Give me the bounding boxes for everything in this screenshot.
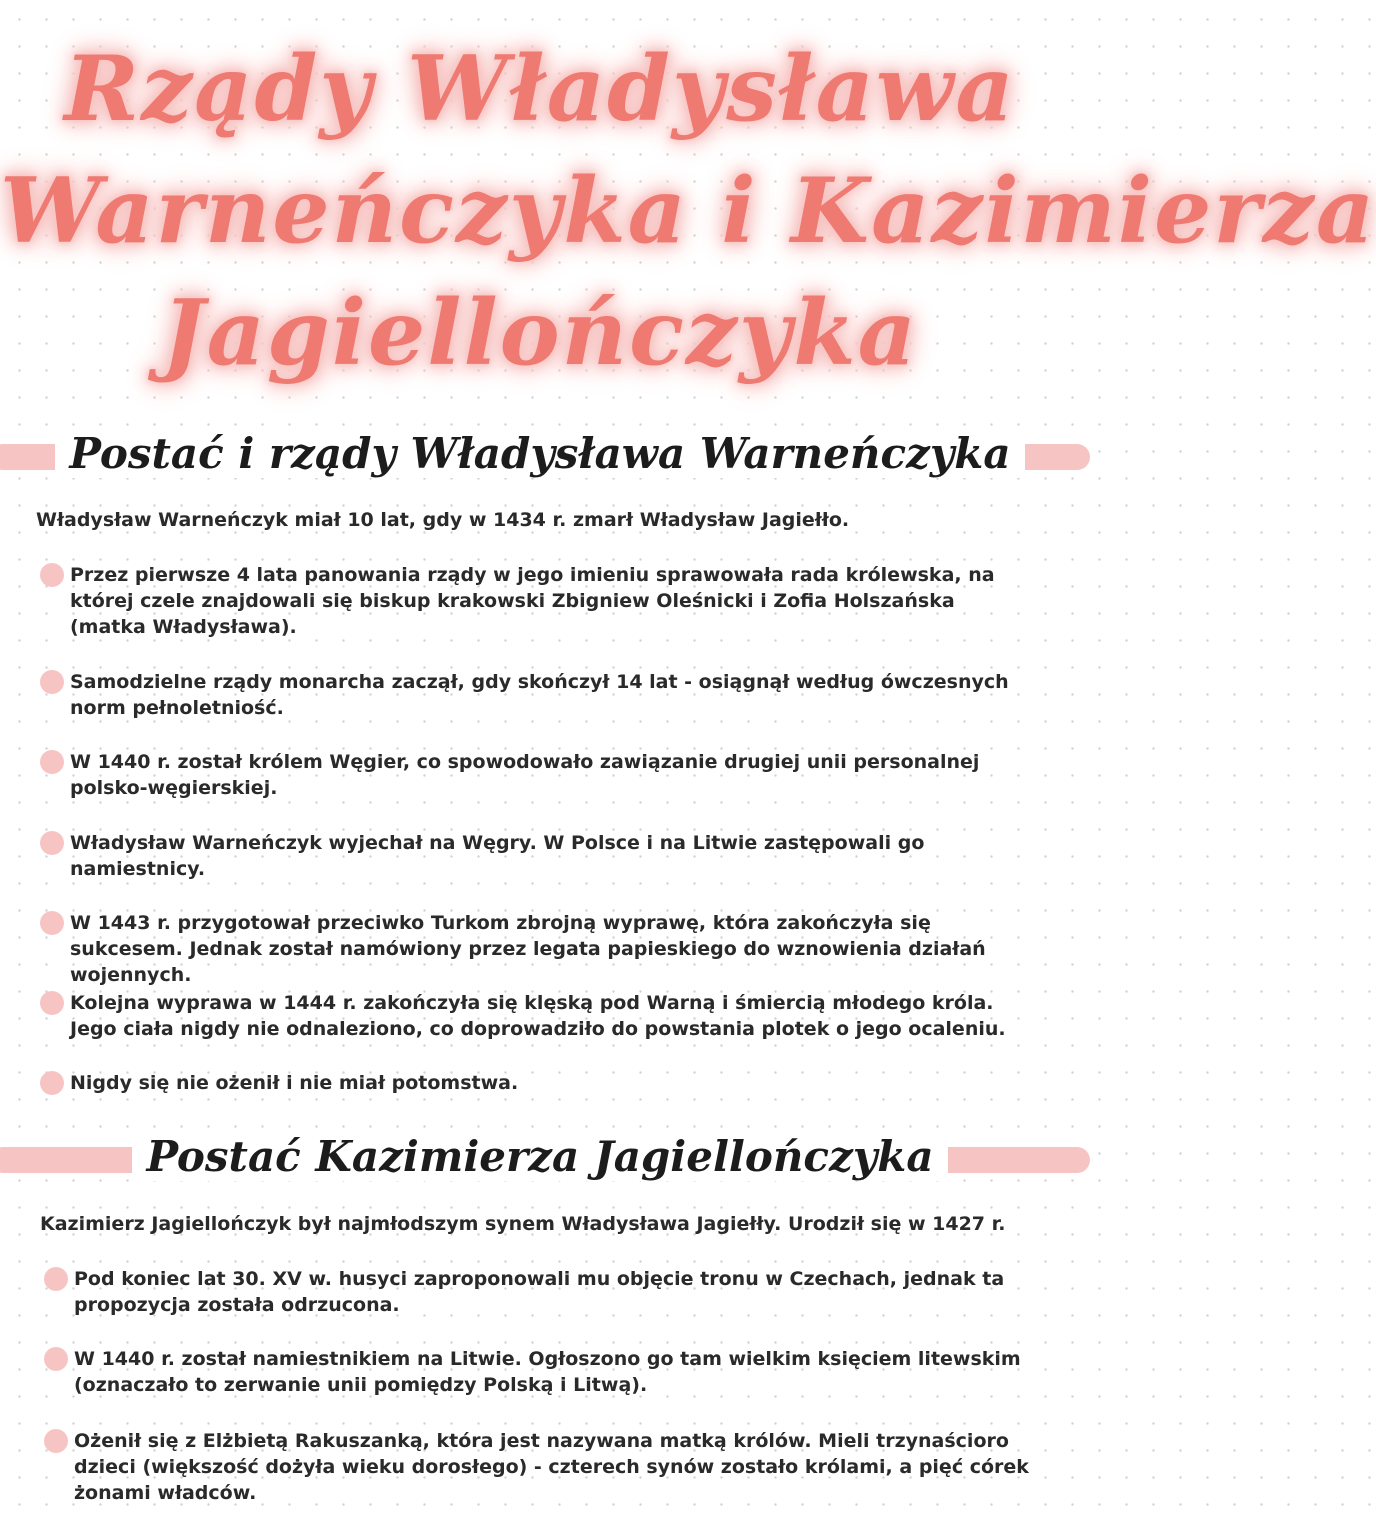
list-item-text: Władysław Warneńczyk wyjechał na Węgry. W Polsce i na Litwie zastępowali go namiestnicy. (70, 832, 925, 880)
list-item-text: Samodzielne rządy monarcha zaczął, gdy skończył 14 lat - osiągnął według ówczesnych norm pełnoletniość. (70, 671, 1009, 719)
list-item (40, 1070, 1030, 1096)
list-item-text: W 1440 r. został namiestnikiem na Litwie. Ogłoszono go tam wielkim księciem litewskim (oznaczało to zerwanie unii pomiędzy Polską i Litwą). (74, 1348, 1021, 1396)
list-item (40, 562, 1030, 640)
bullet-dot-icon (44, 1267, 68, 1291)
bullet-dot-icon (44, 1429, 68, 1453)
list-item-text: W 1443 r. przygotował przeciwko Turkom zbrojną wyprawę, która zakończyła się sukcesem. Jednak został namówiony przez legata papieskiego do wznowienia działań wojennych. (70, 912, 986, 986)
list-item (44, 1266, 1034, 1318)
bullet-dot-icon (40, 670, 64, 694)
list-item-text: Kolejna wyprawa w 1444 r. zakończyła się klęską pod Warną i śmiercią młodego króla. Jego ciała nigdy nie odnaleziono, co doprowadziło do powstania plotek o jego ocaleniu. (70, 992, 1006, 1040)
list-item (40, 910, 1030, 988)
list-item-text: W 1440 r. został królem Węgier, co spowodowało zawiązanie drugiej unii personalnej polsko-węgierskiej. (70, 751, 980, 799)
list-item (44, 1428, 1034, 1506)
list-item-text: Ożenił się z Elżbietą Rakuszanką, która jest nazywana matką królów. Mieli trzynaścioro dzieci (większość dożyła wieku dorosłego) - czterech synów zostało królami, a pięć córek żonami władców. (74, 1430, 1029, 1504)
list-item (40, 669, 1030, 721)
bullet-dot-icon (40, 991, 64, 1015)
title-line-1: Rządy Władysława (64, 36, 1016, 142)
bullet-dot-icon (40, 831, 64, 855)
title-line-2: Warneńczyka i Kazimierza (0, 158, 1376, 264)
bullet-dot-icon (40, 1071, 64, 1095)
section-title: Postać Kazimierza Jagiellończyka (0, 1127, 1080, 1187)
bullet-dot-icon (40, 911, 64, 935)
list-item (44, 1346, 1034, 1398)
list-item (40, 830, 1030, 882)
page-title (0, 28, 1376, 394)
bullet-dot-icon (40, 750, 64, 774)
list-item-text: Przez pierwsze 4 lata panowania rządy w jego imieniu sprawowała rada królewska, na której czele znajdowali się biskup krakowski Zbigniew Oleśnicki i Zofia Holszańska (matka Władysława). (70, 564, 995, 638)
section-heading-warnenczyk (0, 424, 1080, 484)
list-item (40, 990, 1030, 1042)
bullet-dot-icon (40, 563, 64, 587)
list-item-text: Pod koniec lat 30. XV w. husyci zaproponowali mu objęcie tronu w Czechach, jednak ta propozycja została odrzucona. (74, 1268, 1005, 1316)
section-heading-jagiellonczyk (0, 1127, 1080, 1187)
section-intro: Kazimierz Jagiellończyk był najmłodszym synem Władysława Jagiełły. Urodził się w 1427 r. (40, 1213, 1006, 1235)
section-intro: Władysław Warneńczyk miał 10 lat, gdy w 1434 r. zmarł Władysław Jagiełło. (36, 509, 850, 531)
title-line-3: Jagiellończyka (162, 280, 918, 386)
list-item-text: Nigdy się nie ożenił i nie miał potomstwa. (70, 1072, 519, 1094)
section-title: Postać i rządy Władysława Warneńczyka (0, 424, 1080, 484)
bullet-dot-icon (44, 1347, 68, 1371)
list-item (40, 749, 1030, 801)
